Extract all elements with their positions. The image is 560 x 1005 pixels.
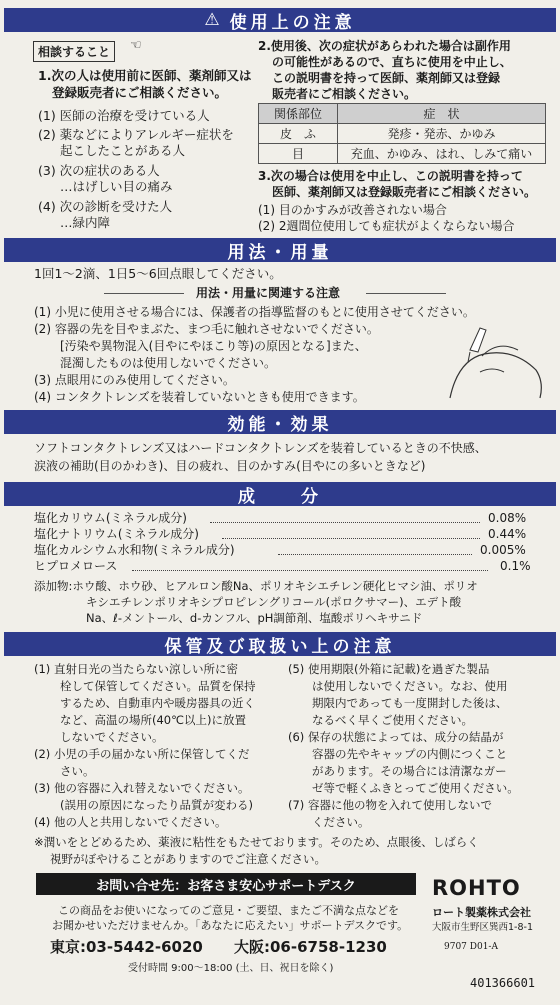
left-item: (4) 次の診断を受けた人	[38, 199, 173, 214]
right-item3: (1) 目のかすみが改善されない場合	[258, 203, 447, 217]
usage-sub-header: 用法・用量に関連する注意	[196, 286, 341, 300]
phone-tokyo: 東京:03-5442-6020	[50, 938, 203, 956]
storage-right-line: (7) 容器に他の物を入れて使用しないで	[288, 798, 492, 812]
right-lead-1: 2.使用後、次の症状があらわれた場合は副作用	[258, 39, 511, 53]
table-cell: 目	[259, 144, 338, 164]
storage-left-line: など、高温の場所(40℃以上)に放置	[60, 713, 247, 727]
ingredient-value: 0.005%	[480, 543, 526, 557]
print-code: 9707 D01-A	[444, 942, 498, 952]
efficacy-line: ソフトコンタクトレンズ又はハードコンタクトレンズを装着しているときの不快感、	[34, 441, 487, 455]
divider	[366, 293, 446, 294]
left-item: …はげしい目の痛み	[60, 179, 173, 194]
right-lead-2: の可能性があるので、直ちに使用を中止し、	[272, 55, 512, 69]
additives-line: 添加物:ホウ酸、ホウ砂、ヒアルロン酸Na、ポリオキシエチレン硬化ヒマシ油、ポリオ	[34, 579, 478, 593]
storage-left-line: さい。	[60, 764, 95, 778]
storage-left-line: しないでください。	[60, 730, 164, 744]
warning-icon: ⚠	[204, 10, 224, 30]
storage-left-line: (2) 小児の手の届かない所に保管してくだ	[34, 747, 250, 761]
right-lead-3: この説明書を持って医師、薬剤師又は登録	[272, 71, 501, 85]
usage-item: (4) コンタクトレンズを装着していないときも使用できます。	[34, 390, 365, 404]
company-name: ロート製薬株式会社	[432, 906, 531, 919]
additives-line: Na、ℓ-メントール、d-カンフル、pH調節剤、塩酸ポリヘキサニド	[86, 611, 423, 625]
usage-item: (1) 小児に使用させる場合には、保護者の指導監督のもとに使用させてください。	[34, 305, 475, 319]
footer-message: お聞かせいただけませんか。「あなたに応えたい」サポートデスクです。	[52, 919, 409, 932]
leader-dots	[132, 570, 488, 571]
storage-right-line: なるべく早くご使用ください。	[312, 713, 473, 727]
ingredient-name: 塩化カリウム(ミネラル成分)	[34, 511, 187, 525]
right-lead3-2: 医師、薬剤師又は登録販売者にご相談ください。	[272, 185, 537, 199]
ingredient-name: 塩化カルシウム水和物(ミネラル成分)	[34, 543, 235, 557]
ingredient-name: ヒプロメロース	[34, 559, 118, 573]
eye-drop-illustration	[440, 320, 546, 400]
storage-right-line: (5) 使用期限(外箱に記載)を過ぎた製品	[288, 662, 490, 676]
table-cell: 充血、かゆみ、はれ、しみて痛い	[338, 144, 546, 164]
efficacy-header: 効能・効果	[4, 410, 556, 434]
rohto-logo: ROHTO	[432, 876, 521, 900]
right-item3: (2) 2週間位使用しても症状がよくならない場合	[258, 219, 515, 233]
footer-message: この商品をお使いになってのご意見・ご要望、またご不満な点などを	[58, 904, 399, 917]
storage-right-line: (6) 保存の状態によっては、成分の結晶が	[288, 730, 504, 744]
table-header-row	[259, 104, 546, 124]
table-row	[259, 124, 546, 144]
usage-header: 用法・用量	[4, 238, 556, 262]
left-item: …緑内障	[60, 215, 111, 230]
usage-item: (2) 容器の先を目やまぶた、まつ毛に触れさせないでください。	[34, 322, 379, 336]
leader-dots	[222, 538, 480, 539]
right-lead-4: 販売者にご相談ください。	[272, 87, 417, 101]
storage-right-line: ゼ等で軽くふきとってご使用ください。	[312, 781, 519, 795]
left-item: (1) 医師の治療を受けている人	[38, 108, 210, 123]
storage-left-line: (4) 他の人と共用しないでください。	[34, 815, 227, 829]
storage-left-line: 栓して保管してください。品質を保持	[60, 679, 256, 693]
left-lead-2: 登録販売者にご相談ください。	[52, 85, 228, 100]
storage-right-line: 期限内であっても一度開封した後は、	[312, 696, 508, 710]
precautions-header: ⚠ 使用上の注意	[4, 8, 556, 32]
phone-osaka: 大阪:06-6758-1230	[234, 938, 387, 956]
storage-left-line: するため、自動車内や暖房器具の近く	[60, 696, 256, 710]
storage-left-line: (1) 直射日光の当たらない涼しい所に密	[34, 662, 238, 676]
consult-label: 相談すること	[33, 41, 115, 62]
table-row	[259, 144, 546, 164]
usage-item: (3) 点眼用にのみ使用してください。	[34, 373, 235, 387]
ingredient-value: 0.1%	[500, 559, 531, 573]
leader-dots	[278, 554, 472, 555]
storage-right-line: は使用しないでください。なお、使用	[312, 679, 508, 693]
left-item: 起こしたことがある人	[60, 143, 186, 158]
storage-note: 視野がぼやけることがありますのでご注意ください。	[50, 852, 326, 866]
right-lead3-1: 3.次の場合は使用を中止し、この説明書を持って	[258, 169, 523, 183]
leader-dots	[210, 522, 480, 523]
storage-note: ※潤いをとどめるため、薬液に粘性をもたせております。そのため、点眼後、しばらく	[34, 835, 479, 849]
contact-title: お問い合せ先：お客さま安心サポートデスク	[36, 873, 416, 895]
barcode-number: 401366601	[470, 976, 536, 990]
table-header: 関係部位	[259, 104, 338, 124]
left-lead-1: 1.次の人は使用前に医師、薬剤師又は	[38, 68, 252, 83]
storage-right-line: ください。	[312, 815, 370, 829]
storage-right-line: があります。その場合には清潔なガー	[312, 764, 507, 778]
storage-left-line: (3) 他の容器に入れ替えないでください。	[34, 781, 250, 795]
hand-icon: ☜	[130, 38, 142, 53]
symptom-table	[258, 103, 546, 164]
ingredient-value: 0.08%	[488, 511, 527, 525]
footer-hours: 受付時間 9:00～18:00 (土、日、祝日を除く)	[128, 963, 334, 974]
ingredient-value: 0.44%	[488, 527, 527, 541]
divider	[104, 293, 184, 294]
left-item: (2) 薬などによりアレルギー症状を	[38, 127, 234, 142]
usage-item: 混濁したものは使用しないでください。	[60, 356, 277, 370]
efficacy-line: 涙液の補助(目のかわき)、目の疲れ、目のかすみ(目やにの多いときなど)	[34, 459, 426, 473]
table-cell: 皮 ふ	[259, 124, 338, 144]
storage-left-line: (誤用の原因になったり品質が変わる)	[60, 798, 253, 812]
company-address: 大阪市生野区巽西1-8-1	[432, 922, 533, 933]
storage-header: 保管及び取扱い上の注意	[4, 632, 556, 656]
additives-line: キシエチレンポリオキシプロピレングリコール(ポロクサマー)、エデト酸	[86, 595, 462, 609]
left-item: (3) 次の症状のある人	[38, 163, 160, 178]
usage-item: [汚染や異物混入(目やにやほこり等)の原因となる]また、	[60, 339, 367, 353]
ingredients-header: 成 分	[4, 482, 556, 506]
table-cell: 発疹・発赤、かゆみ	[338, 124, 546, 144]
storage-right-line: 容器の先やキャップの内側につくこと	[312, 747, 508, 761]
usage-dose: 1回1～2滴、1日5～6回点眼してください。	[34, 266, 282, 281]
table-header: 症 状	[338, 104, 546, 124]
ingredient-name: 塩化ナトリウム(ミネラル成分)	[34, 527, 199, 541]
